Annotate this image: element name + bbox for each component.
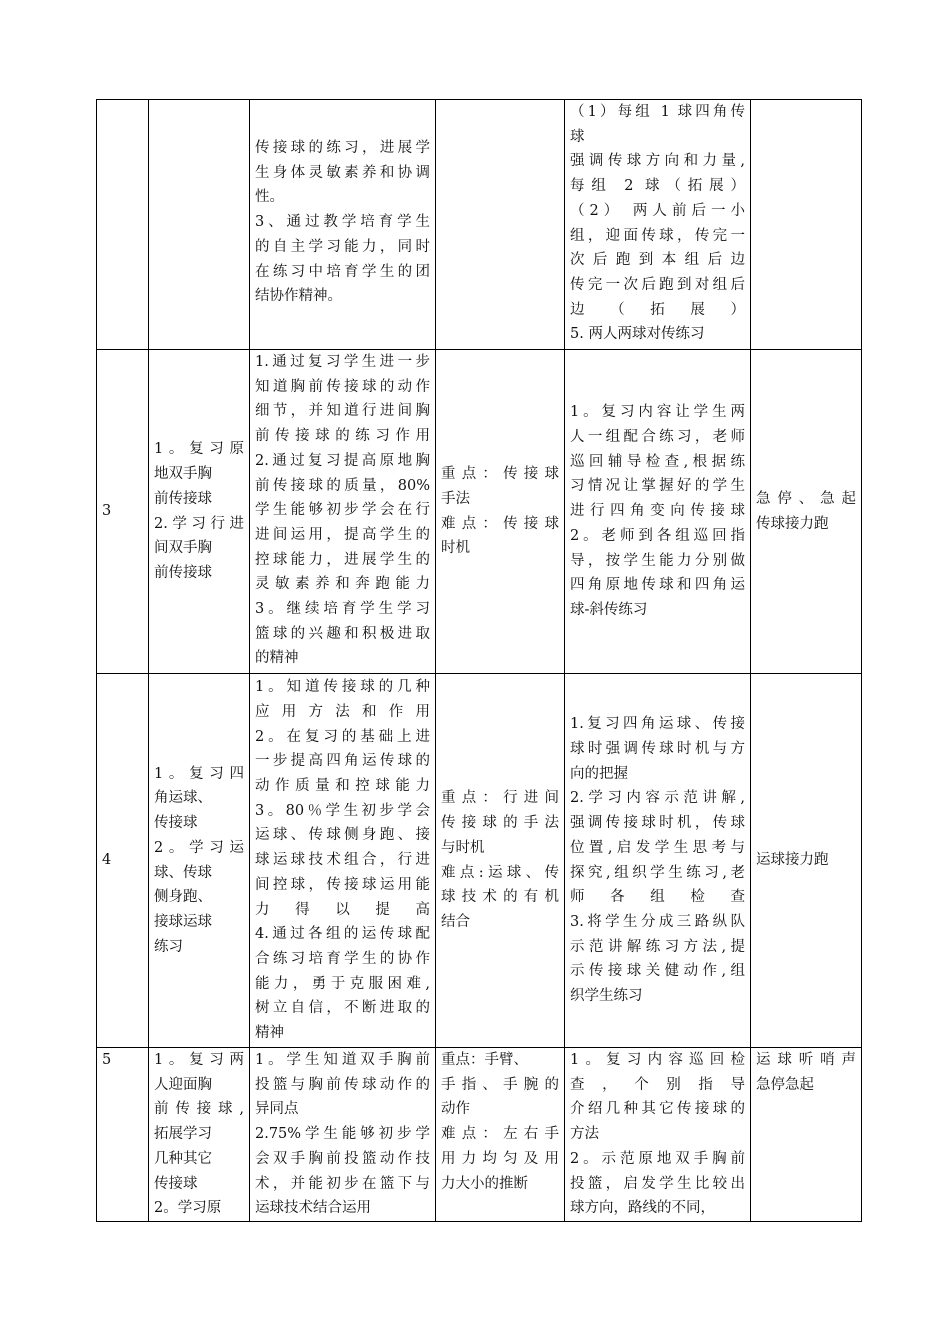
lesson-number: 3	[102, 503, 112, 520]
cell-text-line: 1。复习内容巡回检	[570, 1052, 745, 1068]
cell-text-line: 1。复习两	[154, 1052, 244, 1068]
teaching-goals-cell	[250, 350, 436, 674]
cell-text-line: 3。80％学生初步学会	[255, 802, 430, 819]
cell-text-line: 查，个别指导	[570, 1076, 745, 1093]
lesson-content-cell	[149, 350, 250, 674]
cell-text-line: （2） 两人前后一小	[570, 202, 745, 219]
cell-text-line: 急停急起	[756, 1076, 814, 1093]
cell-text-line: 组，迎面传球，传完一	[570, 227, 745, 244]
cell-text-line: 位置,启发学生思考与	[570, 839, 745, 856]
cell-text-line: 时机	[441, 540, 470, 557]
lesson-number: 5	[102, 1052, 112, 1068]
cell-text-line: 合练习培育学生的协作	[255, 950, 430, 967]
cell-text-line: 织学生练习	[570, 988, 643, 1005]
teaching-methods-cell	[565, 350, 751, 674]
cell-text-line: 重点：传接球	[441, 466, 559, 483]
cell-text-line: 一步提高四角运传球的	[255, 753, 430, 770]
extra-activity-cell	[751, 1048, 862, 1222]
cell-text-line: 每组 2 球（拓展）	[570, 178, 745, 195]
cell-text-line: 1。知道传接球的几种	[255, 679, 430, 696]
cell-text-line: 手法	[441, 490, 470, 507]
cell-text-line: 细节，并知道行进间胸	[255, 403, 430, 420]
cell-text-line: 2。学习运	[154, 839, 244, 856]
cell-text-line: 传接球	[154, 815, 198, 832]
cell-text-line: 传接球的练习，进展学	[255, 140, 430, 156]
cell-text-line: 向的把握	[570, 765, 628, 782]
teaching-methods-cell	[565, 100, 751, 350]
cell-text-line: 师各组检查	[570, 889, 745, 906]
table-row	[97, 674, 862, 1048]
cell-text-line: 重点：行进间	[441, 790, 559, 807]
key-difficulty-cell	[436, 350, 565, 674]
cell-text-line: 1.通过复习学生进一步	[255, 354, 430, 370]
lesson-content-cell	[149, 100, 250, 350]
cell-text-line: 知道胸前传接球的动作	[255, 378, 430, 395]
cell-text-line: 角运球、	[154, 790, 212, 807]
cell-text-line: 术，并能初步在篮下与	[255, 1175, 430, 1192]
cell-text-line: 力得以提高	[255, 901, 430, 918]
cell-text-line: 结合	[441, 913, 470, 930]
cell-text-line: 前传接球,	[154, 1101, 244, 1118]
cell-text-line: 练习	[154, 938, 183, 955]
cell-text-line: 球时强调传球时机与方	[570, 740, 745, 757]
cell-text-line: 方法	[570, 1126, 599, 1143]
key-difficulty-cell	[436, 100, 565, 350]
cell-text-line: 在练习中培育学生的团	[255, 263, 430, 280]
cell-text-line: 的精神	[255, 650, 299, 667]
teaching-goals-cell	[250, 100, 436, 350]
cell-text-line: 动作	[441, 1101, 470, 1118]
cell-text-line: 次后跑到本组后边	[570, 252, 745, 269]
cell-text-line: 示传接球关健动作,组	[570, 963, 745, 980]
cell-text-line: 投篮与胸前传球动作的	[255, 1076, 430, 1093]
cell-text-line: 几种其它	[154, 1150, 212, 1167]
cell-text-line: 运球听哨声	[756, 1052, 856, 1068]
cell-text-line: 投篮，启发学生比较出	[570, 1175, 745, 1192]
cell-text-line: 精神	[255, 1025, 284, 1042]
cell-text-line: 进间运用，提高学生的	[255, 526, 430, 543]
cell-text-line: 1。复习原	[154, 441, 244, 458]
cell-text-line: 应用方法和作用	[255, 703, 430, 720]
lesson-number-cell	[97, 1048, 149, 1222]
cell-text-line: 间控球，传接球运用能	[255, 876, 430, 893]
cell-text-line: 手指、手腕的	[441, 1076, 559, 1093]
plan-table-body	[97, 100, 862, 1222]
cell-text-line: 球方向，路线的不同，	[570, 1200, 715, 1217]
cell-text-line: 人一组配合练习，老师	[570, 429, 745, 446]
cell-text-line: 2.学习行进	[154, 515, 244, 532]
cell-text-line: 1。复习四	[154, 765, 244, 782]
cell-text-line: 习情况让掌握好的学生	[570, 478, 745, 495]
cell-text-line: 重点：手臂、	[441, 1052, 528, 1068]
cell-text-line: 接球运球	[154, 913, 212, 930]
cell-text-line: 传球接力跑	[756, 515, 829, 532]
lesson-number-cell	[97, 350, 149, 674]
cell-text-line: 性。	[255, 189, 284, 206]
cell-text-line: 3、通过教学培育学生	[255, 214, 430, 231]
cell-text-line: 球-斜传练习	[570, 601, 648, 618]
cell-text-line: 示范讲解练习方法,提	[570, 938, 745, 955]
cell-text-line: 5. 两人两球对传练习	[570, 326, 705, 343]
cell-text-line: 2。老师到各组巡回指	[570, 527, 745, 544]
cell-text-line: 难点：传接球	[441, 515, 559, 532]
teaching-methods-cell	[565, 674, 751, 1048]
cell-text-line: 用力均匀及用	[441, 1150, 559, 1167]
cell-text-line: 前传接球	[154, 490, 212, 507]
cell-text-line: 边（拓展）	[570, 301, 745, 318]
cell-text-line: 强调传球方向和力量,	[570, 153, 745, 170]
cell-text-line: 1.复习四角运球、传接	[570, 716, 745, 733]
table-row	[97, 100, 862, 350]
cell-text-line: 地双手胸	[154, 466, 212, 483]
cell-text-line: 探究,组织学生练习,老	[570, 864, 745, 881]
lesson-content-cell	[149, 674, 250, 1048]
table-row	[97, 350, 862, 674]
cell-text-line: 介绍几种其它传接球的	[570, 1101, 745, 1118]
cell-text-line: 树立自信，不断进取的	[255, 1000, 430, 1017]
cell-text-line: 3.将学生分成三路纵队	[570, 913, 745, 930]
cell-text-line: 2。学习原	[154, 1200, 222, 1217]
cell-text-line: 球技术的有机	[441, 889, 559, 906]
cell-text-line: 动作质量和控球能力	[255, 778, 430, 795]
lesson-number: 4	[102, 852, 112, 869]
cell-text-line: 球	[570, 128, 585, 145]
teaching-plan-table	[96, 99, 862, 1222]
cell-text-line: 四角原地传球和四角运	[570, 577, 745, 594]
extra-activity-cell	[751, 674, 862, 1048]
lesson-content-cell	[149, 1048, 250, 1222]
cell-text-line: 1。学生知道双手胸前	[255, 1052, 430, 1068]
key-difficulty-cell	[436, 1048, 565, 1222]
cell-text-line: 3。继续培育学生学习	[255, 601, 430, 618]
extra-activity-cell	[751, 350, 862, 674]
cell-text-line: 1。复习内容让学生两	[570, 404, 745, 421]
cell-text-line: 前传接球的练习作用	[255, 428, 430, 445]
cell-text-line: 异同点	[255, 1101, 299, 1118]
cell-text-line: 传接球的手法	[441, 815, 559, 832]
cell-text-line: 结协作精神。	[255, 288, 342, 305]
cell-text-line: （1）每组 1 球四角传	[570, 104, 745, 120]
cell-text-line: 4.通过各组的运传球配	[255, 926, 430, 943]
cell-text-line: 传完一次后跑到对组后	[570, 276, 745, 293]
cell-text-line: 力大小的推断	[441, 1175, 528, 1192]
lesson-number-cell	[97, 100, 149, 350]
cell-text-line: 2.通过复习提高原地胸	[255, 452, 430, 469]
cell-text-line: 运球、传球侧身跑、接	[255, 827, 430, 844]
cell-text-line: 急停、急起	[756, 490, 856, 507]
cell-text-line: 人迎面胸	[154, 1076, 212, 1093]
cell-text-line: 2.75%学生能够初步学	[255, 1126, 430, 1143]
cell-text-line: 灵敏素养和奔跑能力	[255, 576, 430, 593]
cell-text-line: 2。在复习的基础上进	[255, 728, 430, 745]
cell-text-line: 巡回辅导检查,根据练	[570, 453, 745, 470]
cell-text-line: 运球技术结合运用	[255, 1200, 371, 1217]
cell-text-line: 前传接球的质量，80%	[255, 477, 430, 494]
cell-text-line: 学生能够初步学会在行	[255, 502, 430, 519]
teaching-methods-cell	[565, 1048, 751, 1222]
cell-text-line: 难点:运球、传	[441, 864, 559, 881]
cell-text-line: 篮球的兴趣和积极进取	[255, 625, 430, 642]
cell-text-line: 拓展学习	[154, 1126, 212, 1143]
cell-text-line: 前传接球	[154, 564, 212, 581]
cell-text-line: 导，按学生能力分别做	[570, 552, 745, 569]
cell-text-line: 能力，勇于克服困难,	[255, 975, 430, 992]
cell-text-line: 生身体灵敏素养和协调	[255, 164, 430, 181]
cell-text-line: 侧身跑、	[154, 889, 212, 906]
cell-text-line: 间双手胸	[154, 540, 212, 557]
cell-text-line: 球运球技术组合，行进	[255, 852, 430, 869]
extra-activity-cell	[751, 100, 862, 350]
cell-text-line: 强调传接球时机，传球	[570, 815, 745, 832]
teaching-goals-cell	[250, 1048, 436, 1222]
cell-text-line: 球、传球	[154, 864, 212, 881]
cell-text-line: 的自主学习能力，同时	[255, 238, 430, 255]
cell-text-line: 进行四角变向传接球	[570, 503, 745, 520]
cell-text-line: 运球接力跑	[756, 852, 829, 869]
cell-text-line: 控球能力，进展学生的	[255, 551, 430, 568]
cell-text-line: 2。示范原地双手胸前	[570, 1150, 745, 1167]
cell-text-line: 与时机	[441, 839, 485, 856]
table-row	[97, 1048, 862, 1222]
cell-text-line: 2.学习内容示范讲解,	[570, 790, 745, 807]
key-difficulty-cell	[436, 674, 565, 1048]
cell-text-line: 会双手胸前投篮动作技	[255, 1150, 430, 1167]
lesson-number-cell	[97, 674, 149, 1048]
cell-text-line: 难点：左右手	[441, 1126, 559, 1143]
teaching-goals-cell	[250, 674, 436, 1048]
cell-text-line: 传接球	[154, 1175, 198, 1192]
